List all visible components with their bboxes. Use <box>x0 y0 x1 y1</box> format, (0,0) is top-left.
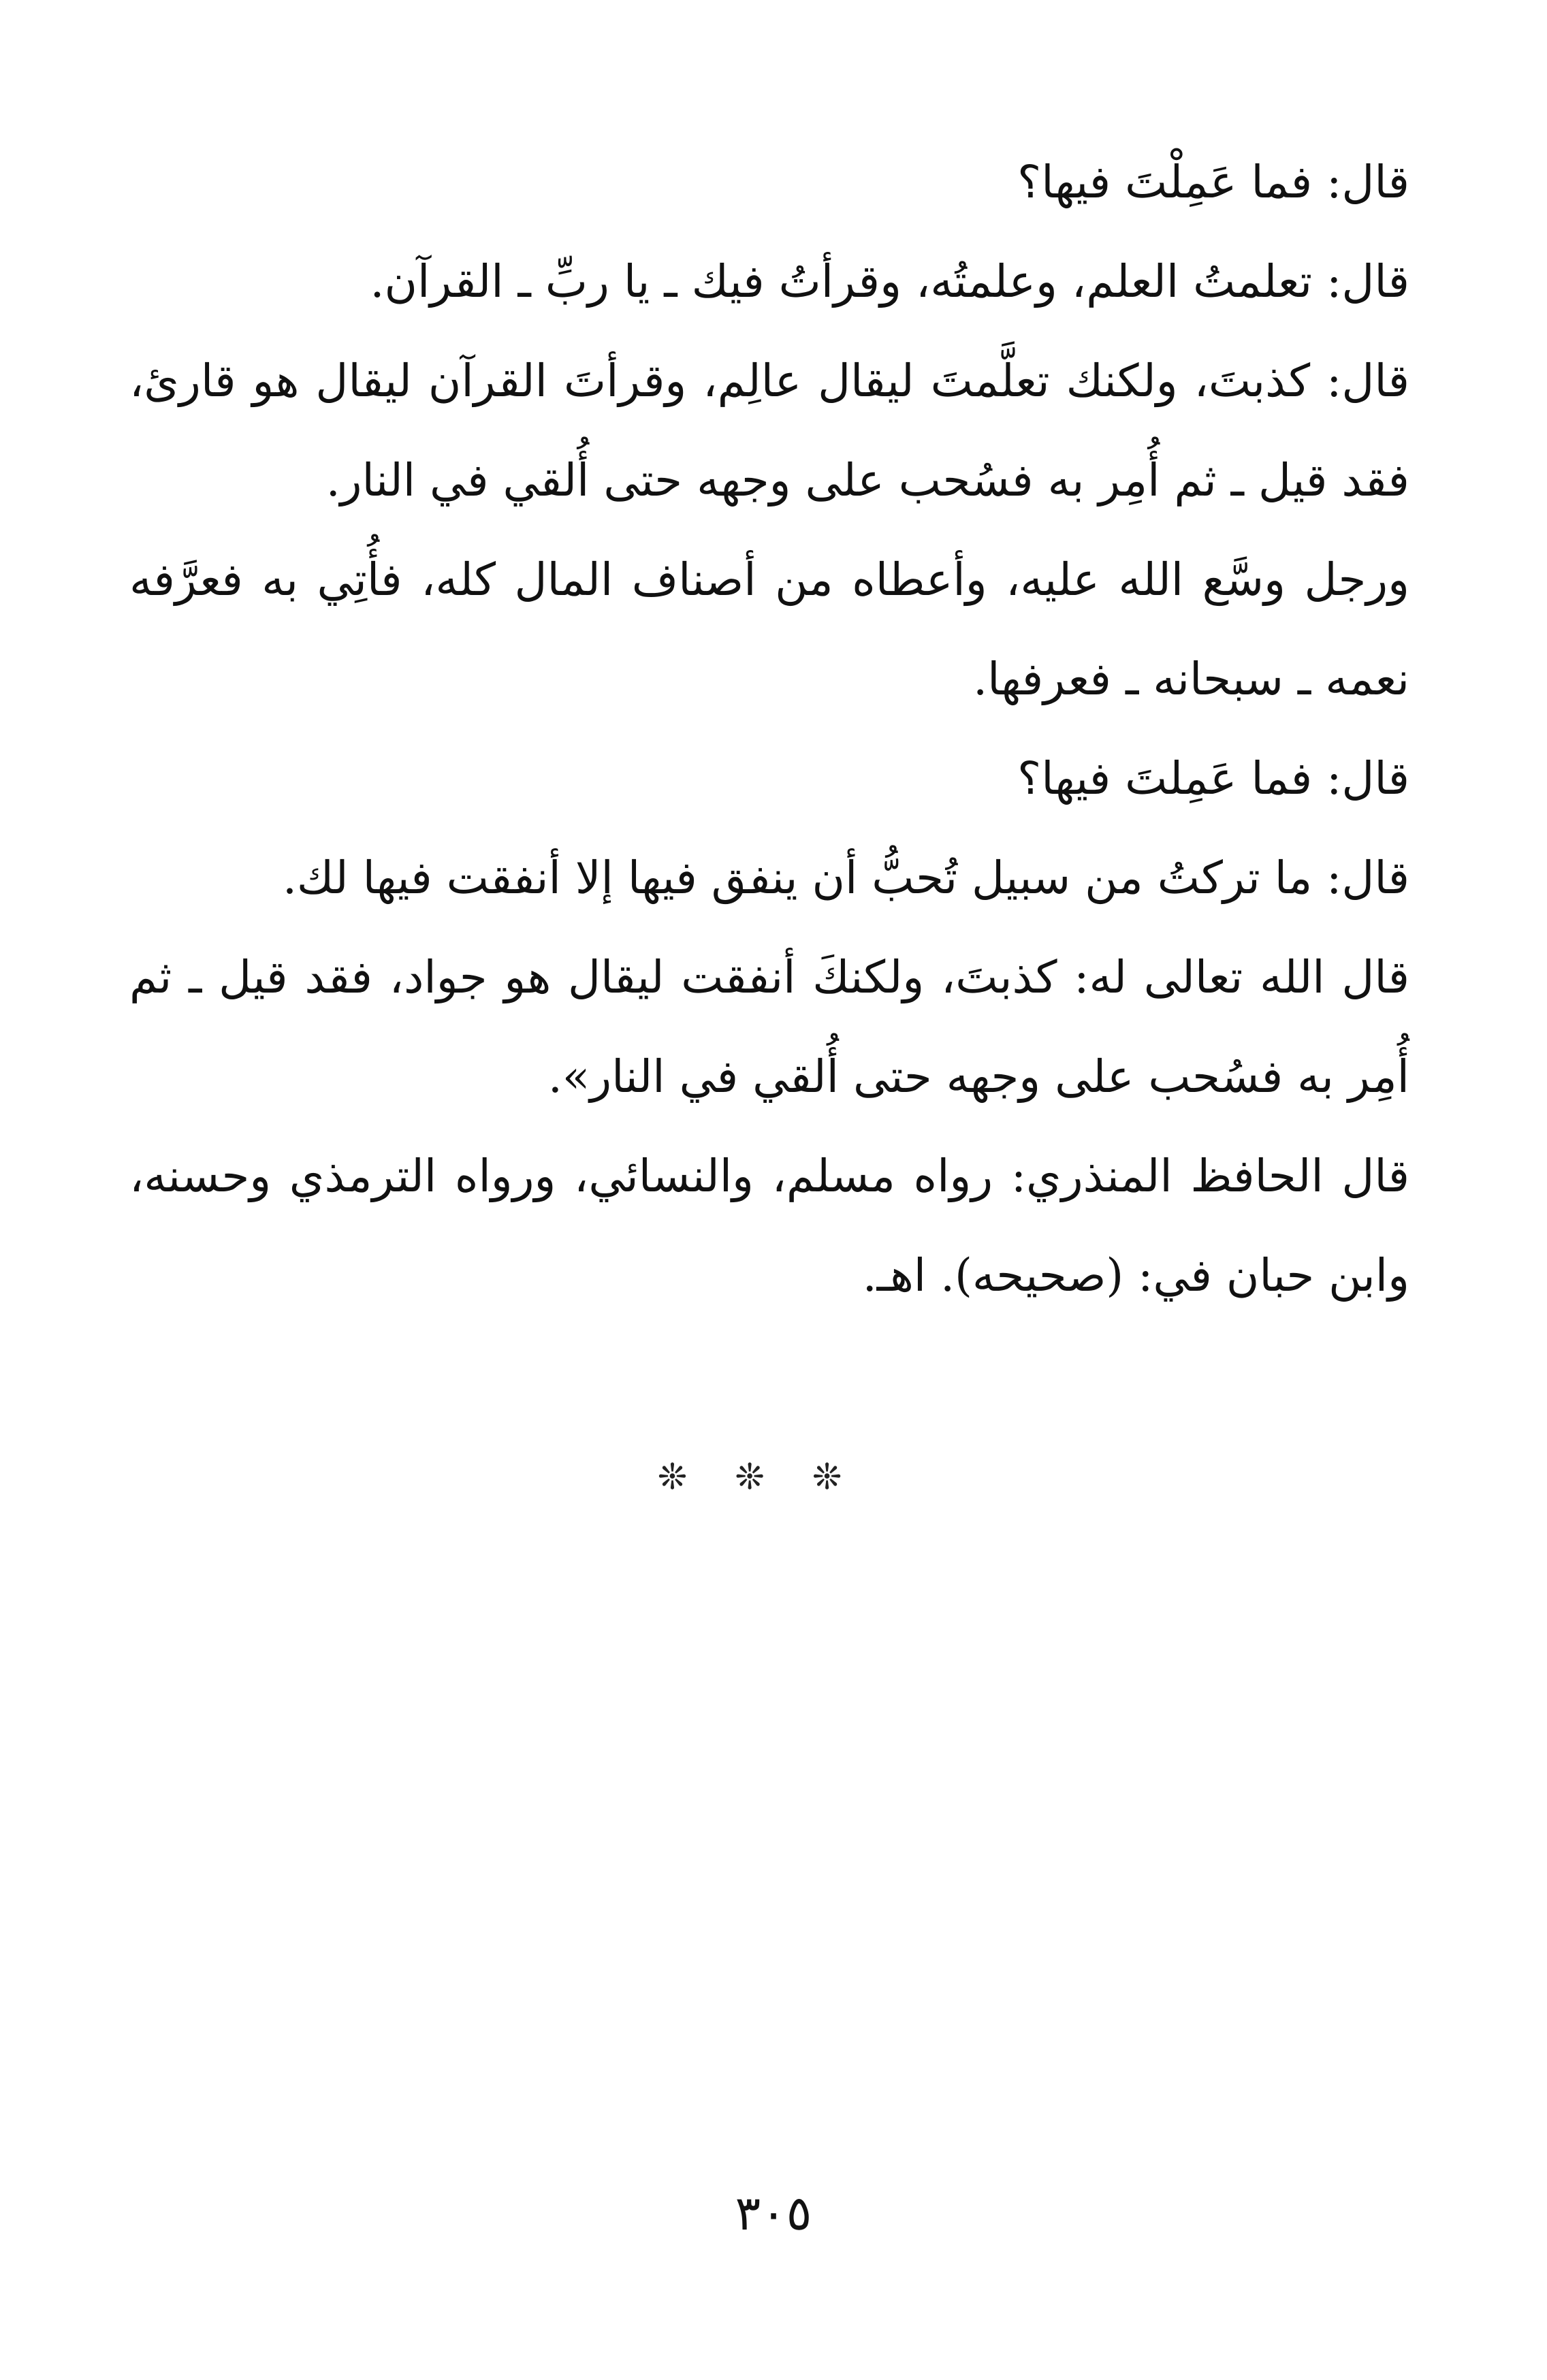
paragraph-2: قال: تعلمتُ العلم، وعلمتُه، وقرأتُ فيك ـ يا ربِّ ـ القرآن. <box>370 255 1409 308</box>
paragraph-6: قال: ما تركتُ من سبيل تُحبُّ أن ينفق فيها إلا أنفقت فيها لك. <box>282 852 1409 904</box>
asterism-icon: ❊ <box>812 1457 890 1498</box>
section-divider <box>0 1457 1547 1498</box>
asterism-icon: ❊ <box>735 1457 812 1498</box>
paragraph-7: قال الله تعالى له: كذبتَ، ولكنكَ أنفقت ليقال هو جواد، فقد قيل ـ ثم أُمِر به فسُحب على وجهه حتى أُلقي في النار». <box>129 951 1409 1103</box>
asterism-icon: ❊ <box>657 1457 735 1498</box>
paragraph-4: ورجل وسَّع الله عليه، وأعطاه من أصناف المال كله، فأُتِي به فعرَّفه نعمه ـ سبحانه ـ فعرفها. <box>129 553 1409 705</box>
paragraph-8: قال الحافظ المنذري: رواه مسلم، والنسائي، ورواه الترمذي وحسنه، وابن حبان في: (صحيحه). اهـ. <box>129 1150 1409 1302</box>
paragraph-5: قال: فما عَمِلتَ فيها؟ <box>1017 752 1409 805</box>
page-number: ٣٠٥ <box>735 2185 812 2241</box>
body-text <box>129 133 1409 1325</box>
paragraph-1: قال: فما عَمِلْتَ فيها؟ <box>1017 156 1409 208</box>
paragraph-3: قال: كذبتَ، ولكنك تعلَّمتَ ليقال عالِم، وقرأتَ القرآن ليقال هو قارئ، فقد قيل ـ ثم أُمِر به فسُحب على وجهه حتى أُلقي في النار. <box>129 355 1409 506</box>
